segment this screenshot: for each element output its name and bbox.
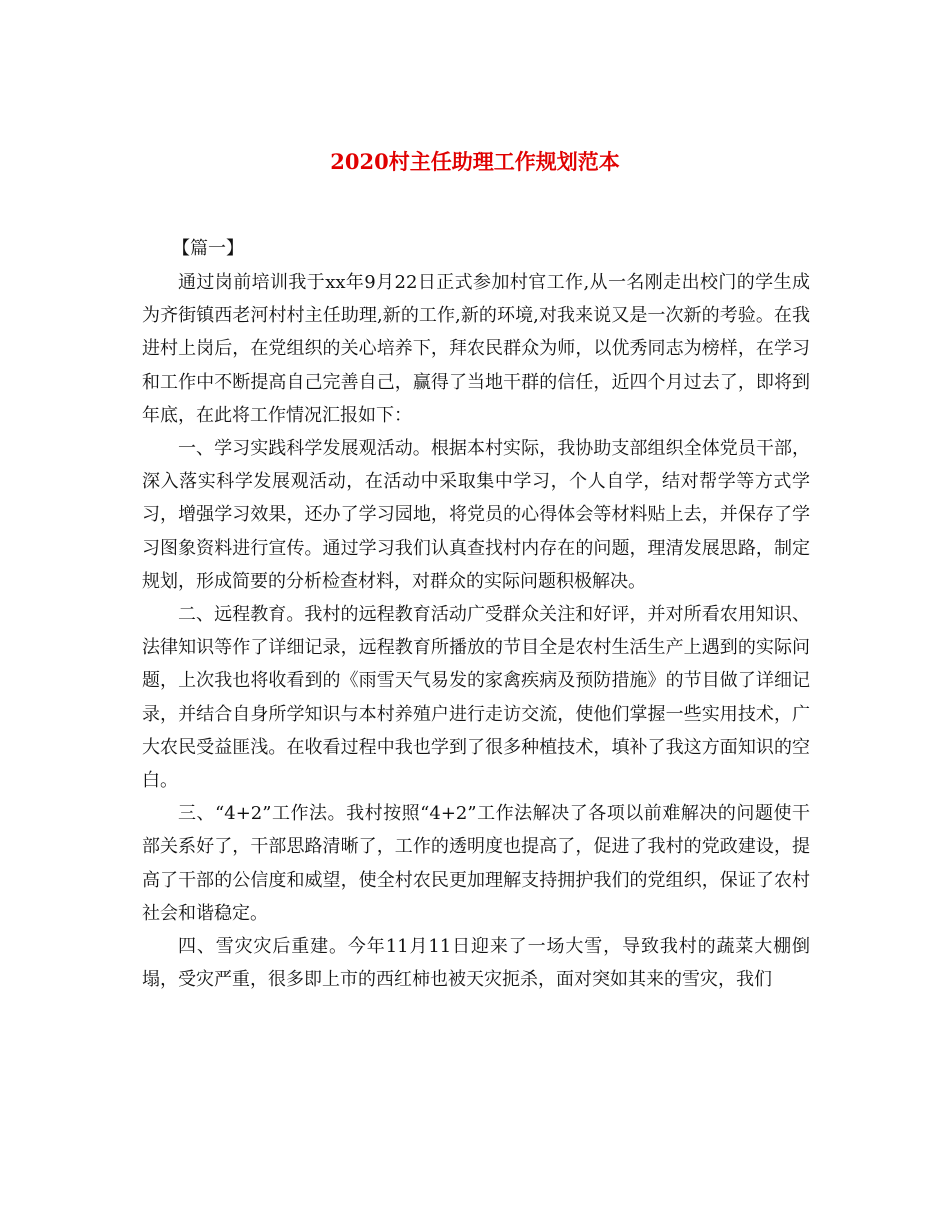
paragraph-study-practice: 一、学习实践科学发展观活动。根据本村实际，我协助支部组织全体党员干部，深入落实科学发展观活动，在活动中采取集中学习，个人自学，结对帮学等方式学习，增强学习效果，还办了学习园地，将党员的心得体会等材料贴上去，并保存了学习图象资料进行宣传。通过学习我们认真查找村内存在的问题，理清发展思路，制定规划，形成简要的分析检查材料，对群众的实际问题积极解决。 [142,438,810,592]
paragraph-snow-disaster: 四、雪灾灾后重建。今年11月11日迎来了一场大雪，导致我村的蔬菜大棚倒塌，受灾严重，很多即上市的西红柿也被天灾扼杀，面对突如其来的雪灾，我们 [142,936,810,991]
paragraph-work-method: 三、“4+2”工作法。我村按照“4+2”工作法解决了各项以前难解决的问题使干部关系好了，干部思路清晰了，工作的透明度也提高了，促进了我村的党政建设，提高了干部的公信度和威望，使全村农民更加理解支持拥护我们的党组织，保证了农村社会和谐稳定。 [142,803,810,924]
section-label: 【篇一】 [172,238,244,259]
document-title: 2020村主任助理工作规划范本 [330,149,620,174]
paragraph-remote-education: 二、远程教育。我村的远程教育活动广受群众关注和好评，并对所看农用知识、法律知识等作了详细记录，远程教育所播放的节目全是农村生活生产上遇到的实际问题，上次我也将收看到的《雨雪天气易发的家禽疾病及预防措施》的节目做了详细记录，并结合自身所学知识与本村养殖户进行走访交流，使他们掌握一些实用技术，广大农民受益匪浅。在收看过程中我也学到了很多种植技术，填补了我这方面知识的空白。 [142,604,810,792]
document-body [142,266,810,996]
paragraph-intro: 通过岗前培训我于xx年9月22日正式参加村官工作,从一名刚走出校门的学生成为齐街镇西老河村村主任助理,新的工作,新的环境,对我来说又是一次新的考验。在我进村上岗后，在党组织的关心培养下，拜农民群众为师，以优秀同志为榜样，在学习和工作中不断提高自己完善自己，赢得了当地干群的信任，近四个月过去了，即将到年底，在此将工作情况汇报如下： [142,272,810,426]
